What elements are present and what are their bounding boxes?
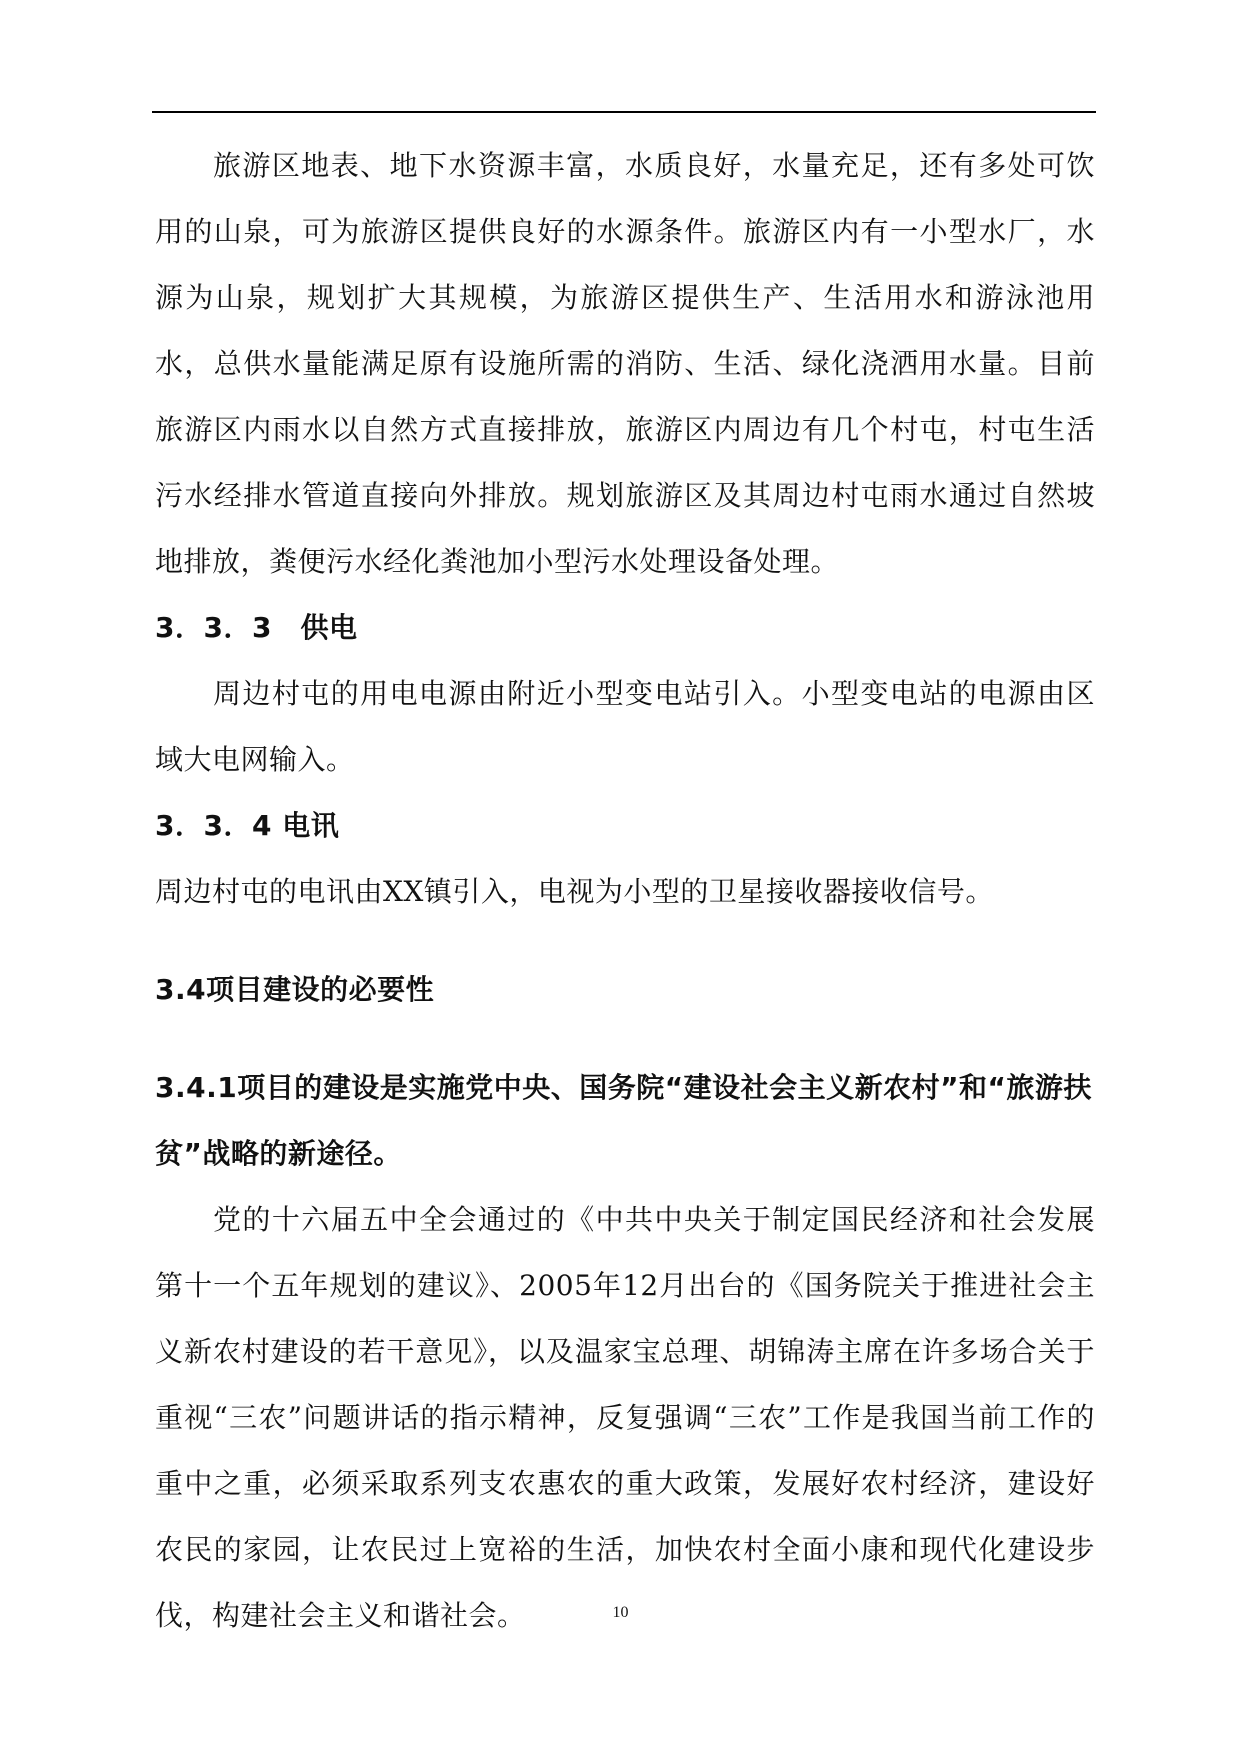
- page-number: 10: [612, 1604, 629, 1621]
- paragraph-water-supply: 旅游区地表、地下水资源丰富，水质良好，水量充足，还有多处可饮用的山泉，可为旅游区提供良好的水源条件。旅游区内有一小型水厂，水源为山泉，规划扩大其规模，为旅游区提供生产、生活用水和游泳池用水，总供水量能满足原有设施所需的消防、生活、绿化浇洒用水量。目前旅游区内雨水以自然方式直接排放，旅游区内周边有几个村屯，村屯生活污水经排水管道直接向外排放。规划旅游区及其周边村屯雨水通过自然坡地排放，粪便污水经化粪池加小型污水处理设备处理。: [155, 149, 1095, 578]
- heading-3-4: 3.4项目建设的必要性: [155, 973, 435, 1006]
- section-spacer: [155, 925, 1095, 957]
- heading-3-3-3: 3．3．3 供电: [155, 611, 358, 644]
- heading-3-4-1: 3.4.1项目的建设是实施党中央、国务院“建设社会主义新农村”和“旅游扶贫”战略的新途径。: [155, 1071, 1092, 1170]
- paragraph-telecom: 周边村屯的电讯由XX镇引入，电视为小型的卫星接收器接收信号。: [155, 875, 994, 908]
- paragraph-policy: 党的十六届五中全会通过的《中共中央关于制定国民经济和社会发展第十一个五年规划的建议》、2005年12月出台的《国务院关于推进社会主义新农村建设的若干意见》，以及温家宝总理、胡锦涛主席在许多场合关于重视“三农”问题讲话的指示精神，反复强调“三农”工作是我国当前工作的重中之重，必须采取系列支农惠农的重大政策，发展好农村经济，建设好农民的家园，让农民过上宽裕的生活，加快农村全面小康和现代化建设步伐，构建社会主义和谐社会。: [155, 1203, 1095, 1632]
- heading-3-3-4: 3．3．4 电讯: [155, 809, 340, 842]
- header-rule: [152, 111, 1096, 113]
- section-spacer: [155, 1023, 1095, 1055]
- page-body: [155, 133, 1095, 1649]
- paragraph-power-supply: 周边村屯的用电电源由附近小型变电站引入。小型变电站的电源由区域大电网输入。: [155, 677, 1095, 776]
